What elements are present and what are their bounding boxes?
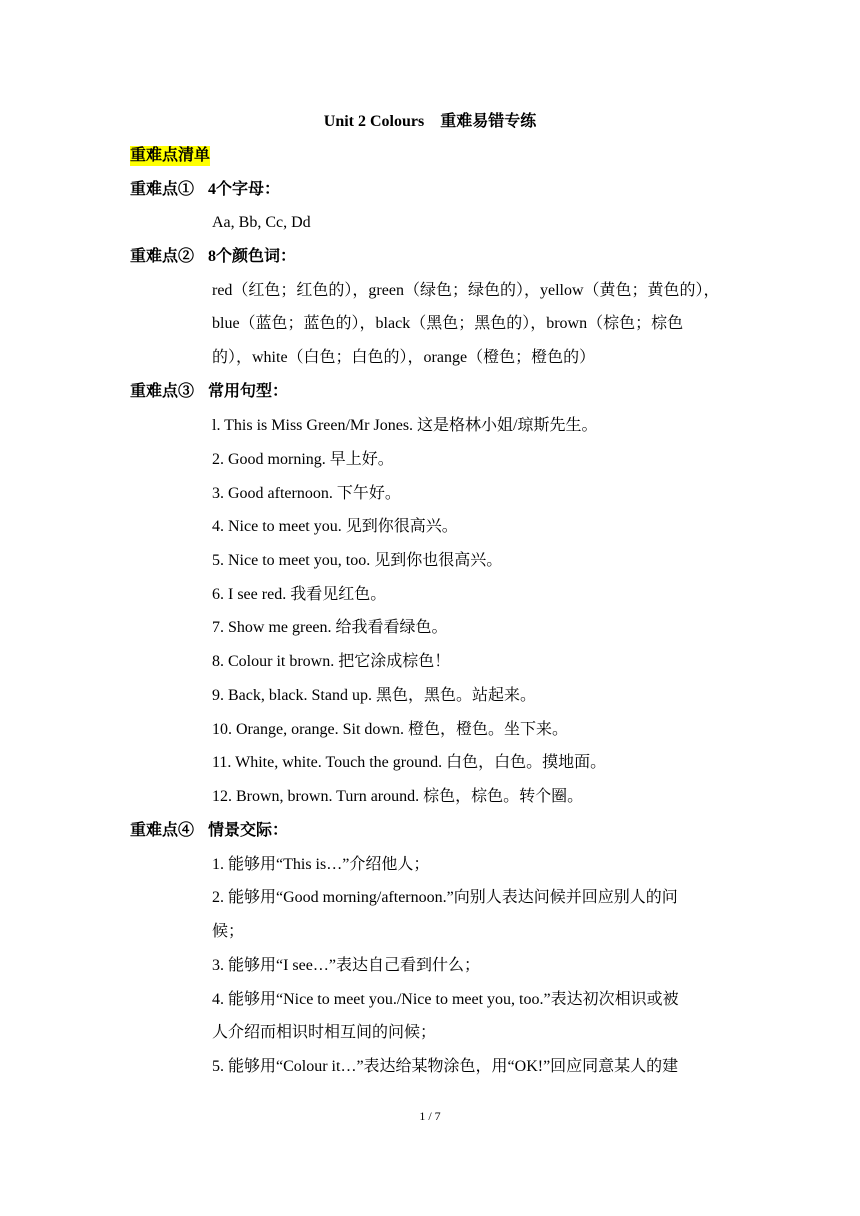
point-1-heading: 4个字母： [208,181,281,198]
communication-line: 2. 能够用“Good morning/afternoon.”向别人表达问候并回应别人的问 [212,889,678,906]
sentence-line: 4. Nice to meet you. 见到你很高兴。 [212,518,458,535]
sentence-line: 9. Back, black. Stand up. 黑色，黑色。站起来。 [212,687,536,704]
sentence-line: 10. Orange, orange. Sit down. 橙色，橙色。坐下来。 [212,721,568,738]
sentence-line: 11. White, white. Touch the ground. 白色，白色。摸地面。 [212,754,607,771]
sentence-line: 3. Good afternoon. 下午好。 [212,485,401,502]
communication-line: 1. 能够用“This is…”介绍他人； [212,856,430,873]
communication-line: 人介绍而相识时相互间的问候； [212,1024,437,1041]
sentence-line: l. This is Miss Green/Mr Jones. 这是格林小姐/琼斯先生。 [212,417,598,434]
point-2-line: red（红色；红色的），green（绿色；绿色的），yellow（黄色；黄色的）， [212,282,720,299]
page-title: Unit 2 Colours 重难易错专练 [323,113,537,130]
point-3-label: 重难点③ [130,383,195,400]
point-2-heading: 8个颜色词： [208,248,297,265]
point-4-heading: 情景交际： [208,822,289,839]
point-1-line: Aa, Bb, Cc, Dd [212,214,311,231]
section-heading: 重难点清单 [130,147,211,164]
sentence-line: 5. Nice to meet you, too. 见到你也很高兴。 [212,552,503,569]
communication-line: 4. 能够用“Nice to meet you./Nice to meet you, too.”表达初次相识或被 [212,991,679,1008]
point-2-label: 重难点② [130,248,195,265]
sentence-line: 7. Show me green. 给我看看绿色。 [212,619,448,636]
point-2-line: blue（蓝色；蓝色的），black（黑色；黑色的），brown（棕色；棕色 [212,315,684,332]
sentence-line: 12. Brown, brown. Turn around. 棕色，棕色。转个圈。 [212,788,584,805]
communication-line: 5. 能够用“Colour it…”表达给某物涂色，用“OK!”回应同意某人的建 [212,1058,679,1075]
point-1-label: 重难点① [130,181,195,198]
point-2-line: 的），white（白色；白色的），orange（橙色；橙色的） [212,349,596,366]
page-number: 1 / 7 [419,1109,441,1123]
sentence-line: 8. Colour it brown. 把它涂成棕色！ [212,653,451,670]
sentence-line: 2. Good morning. 早上好。 [212,451,394,468]
communication-line: 候； [212,923,245,940]
point-3-heading: 常用句型： [208,383,289,400]
point-4-label: 重难点④ [130,822,195,839]
communication-line: 3. 能够用“I see…”表达自己看到什么； [212,957,480,974]
sentence-line: 6. I see red. 我看见红色。 [212,586,387,603]
